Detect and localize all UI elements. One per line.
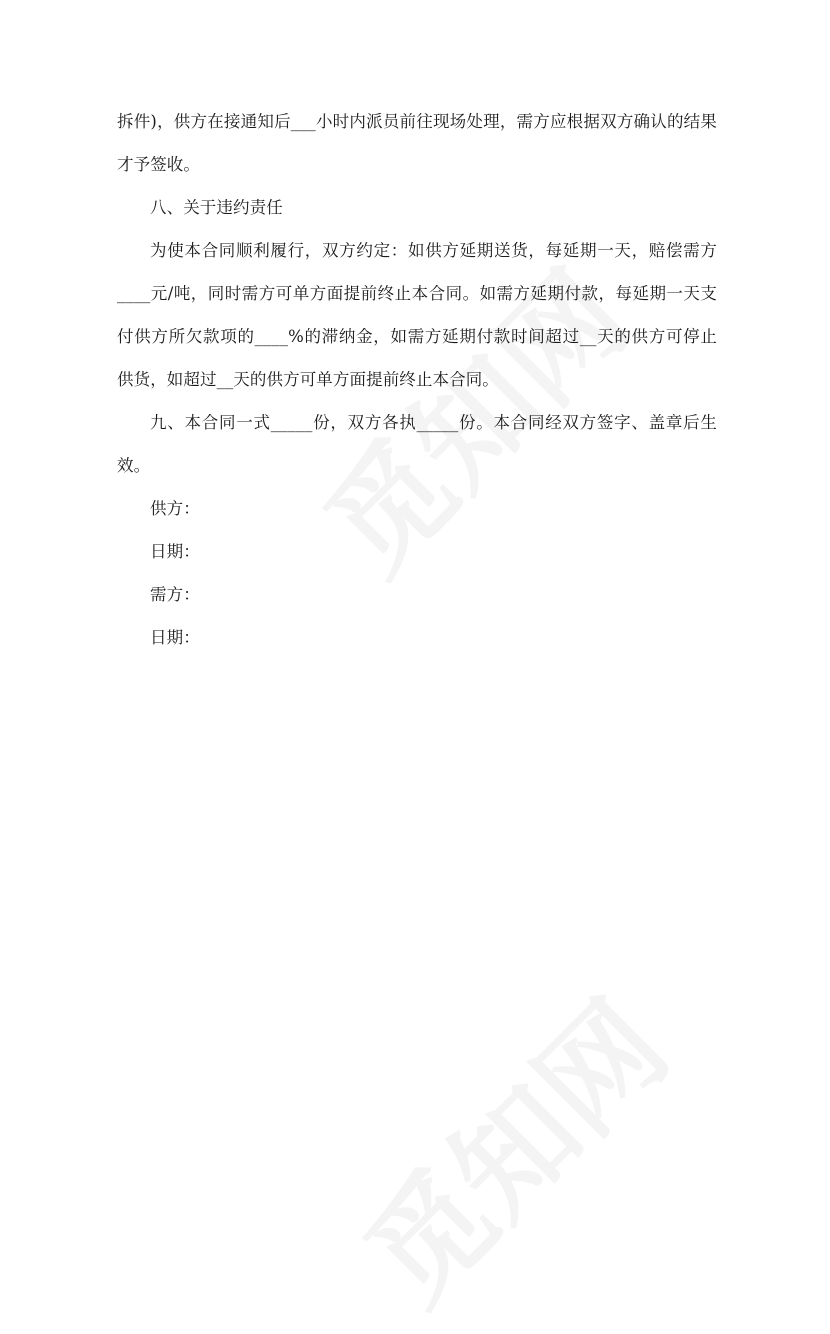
signature-date-buyer: 日期： [150,628,200,647]
paragraph-line: 效。 [117,456,151,475]
paragraph-line: 拆件)，供方在接通知后___小时内派员前往现场处理，需方应根据双方确认的结果 [117,112,717,131]
section-heading: 八、关于违约责任 [150,198,283,217]
document-body [117,100,717,659]
signature-date-supplier: 日期： [150,542,200,561]
paragraph-line: 才予签收。 [117,155,200,174]
paragraph-line: 九、本合同一式_____份，双方各执_____份。本合同经双方签字、盖章后生 [150,413,717,432]
paragraph-line: 供货，如超过__天的供方可单方面提前终止本合同。 [117,370,499,389]
paragraph-line: ____元/吨，同时需方可单方面提前终止本合同。如需方延期付款，每延期一天支 [117,284,717,303]
watermark [322,958,698,1334]
signature-supplier: 供方： [150,499,200,518]
paragraph-line: 付供方所欠款项的____%的滞纳金，如需方延期付款时间超过__天的供方可停止 [117,327,717,346]
signature-buyer: 需方： [150,585,200,604]
paragraph-line: 为使本合同顺利履行，双方约定：如供方延期送货，每延期一天，赔偿需方 [150,241,717,260]
